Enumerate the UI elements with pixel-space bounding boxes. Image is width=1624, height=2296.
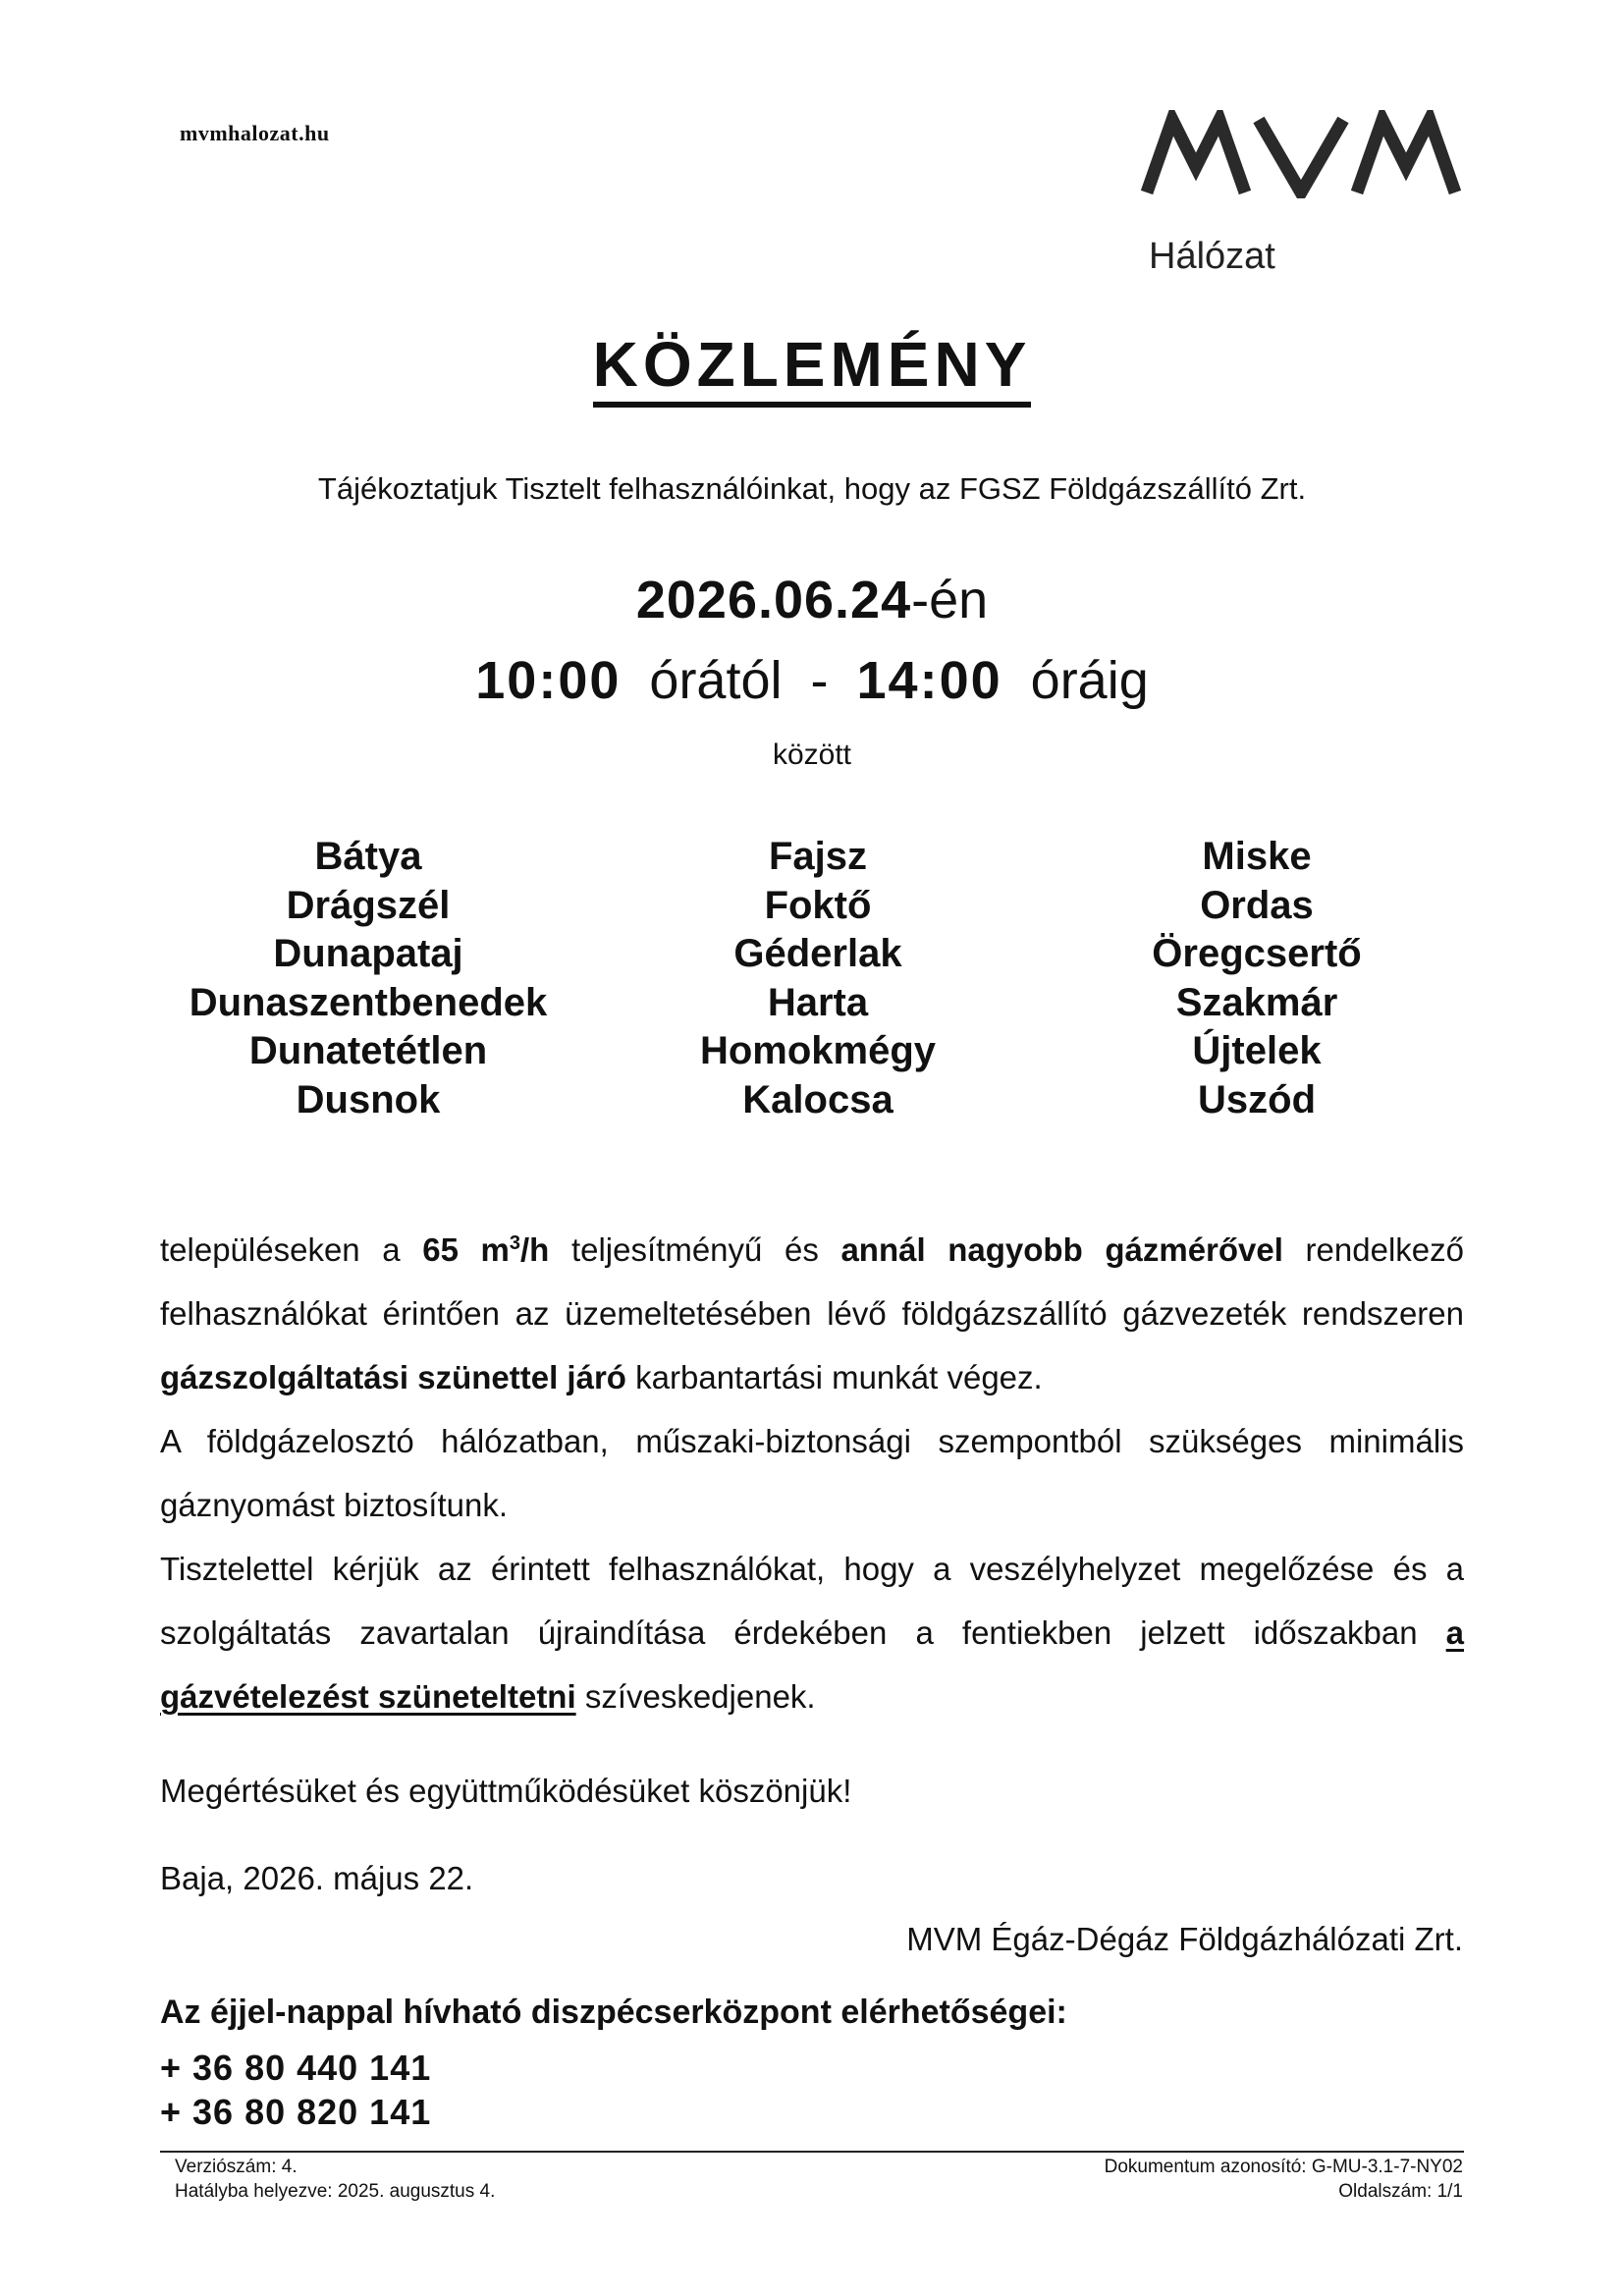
paragraph-request bbox=[160, 1537, 1464, 1728]
intro-text: Tájékoztatjuk Tisztelt felhasználóinkat, hogy az FGSZ Földgázszállító Zrt. bbox=[317, 471, 1307, 506]
phone-number: + 36 80 440 141 bbox=[160, 2048, 432, 2088]
phone-number: + 36 80 820 141 bbox=[160, 2092, 432, 2132]
date-value: 2026.06.24 bbox=[635, 571, 912, 629]
mvm-logo bbox=[1139, 110, 1463, 198]
company-signature: MVM Égáz-Dégáz Földgázhálózati Zrt. bbox=[906, 1921, 1463, 1957]
from-word: órától bbox=[649, 651, 783, 710]
mvm-logo-mark bbox=[1139, 110, 1463, 198]
website-address: mvmhalozat.hu bbox=[180, 121, 330, 145]
footer-right bbox=[1105, 2155, 1463, 2204]
time-dash: - bbox=[810, 651, 829, 710]
settlement: Géderlak bbox=[733, 932, 902, 975]
emphasis: gázszolgáltatási szünettel járó bbox=[160, 1359, 626, 1395]
place-date: Baja, 2026. május 22. bbox=[160, 1860, 474, 1896]
notice-body bbox=[160, 1212, 1464, 1728]
settlement: Drágszél bbox=[286, 883, 451, 927]
paragraph-pressure: A földgázelosztó hálózatban, műszaki-biztonsági szempontból szükséges minimális gáznyomást biztosítunk. bbox=[160, 1423, 1464, 1523]
to-word: óráig bbox=[1030, 651, 1149, 710]
thanks-text: Megértésüket és együttműködésüket köszönjük! bbox=[160, 1773, 852, 1809]
outage-time bbox=[0, 650, 1624, 711]
version-number: Verziószám: 4. bbox=[175, 2157, 298, 2177]
settlement: Foktő bbox=[764, 883, 872, 927]
settlement: Dusnok bbox=[296, 1077, 441, 1121]
logo-subtitle: Hálózat bbox=[1149, 236, 1275, 277]
emphasis-underlined: a gázvételezést szüneteltetni bbox=[160, 1614, 1465, 1715]
time-to: 14:00 bbox=[856, 651, 1002, 710]
settlement: Dunapataj bbox=[273, 932, 463, 975]
settlements-column-1 bbox=[123, 833, 614, 1124]
text-run: településeken a bbox=[160, 1231, 401, 1268]
settlement: Dunatetétlen bbox=[248, 1029, 488, 1072]
between-word: között bbox=[772, 738, 852, 771]
settlement: Öregcsertő bbox=[1152, 932, 1362, 975]
settlement: Újtelek bbox=[1192, 1029, 1322, 1072]
settlement: Kalocsa bbox=[742, 1077, 893, 1121]
title-text: KÖZLEMÉNY bbox=[593, 329, 1032, 408]
page-number: Oldalszám: 1/1 bbox=[1338, 2181, 1463, 2202]
text-run: /h bbox=[520, 1231, 550, 1268]
settlement: Homokmégy bbox=[699, 1029, 937, 1072]
settlement: Dunaszentbenedek bbox=[189, 980, 548, 1024]
time-from: 10:00 bbox=[475, 651, 622, 710]
settlement: Bátya bbox=[314, 835, 422, 878]
dispatch-heading: Az éjjel-nappal hívható diszpécserközpont elérhetőségei: bbox=[160, 1994, 1067, 2031]
settlement: Fajsz bbox=[768, 835, 868, 878]
text-run: rendelkező felhasználókat érintően az üzemeltetésében lévő földgázszállító gázvezeték rendszeren bbox=[160, 1231, 1464, 1332]
paragraph-maintenance bbox=[160, 1212, 1464, 1409]
settlement: Uszód bbox=[1198, 1077, 1316, 1121]
text-run: karbantartási munkát végez. bbox=[635, 1359, 1043, 1395]
document-id: Dokumentum azonosító: G-MU-3.1-7-NY02 bbox=[1104, 2157, 1463, 2177]
settlement: Miske bbox=[1202, 835, 1312, 878]
settlement: Szakmár bbox=[1175, 980, 1338, 1024]
text-run: 65 m bbox=[422, 1231, 510, 1268]
effective-date: Hatályba helyezve: 2025. augusztus 4. bbox=[175, 2181, 496, 2202]
settlement: Harta bbox=[767, 980, 869, 1024]
capacity-value bbox=[422, 1231, 549, 1268]
text-run: teljesítményű és bbox=[570, 1231, 819, 1268]
footer-divider bbox=[160, 2151, 1464, 2153]
date-suffix: -én bbox=[911, 571, 989, 629]
outage-date bbox=[0, 570, 1624, 630]
settlement: Ordas bbox=[1200, 883, 1314, 927]
page-title bbox=[0, 330, 1624, 399]
text-run: Tisztelettel kérjük az érintett felhasználókat, hogy a veszélyhelyzet megelőzése és a szolgáltatás zavartalan újraindítása érdekében a fentiekben jelzett időszakban bbox=[160, 1551, 1464, 1651]
footer-left bbox=[175, 2155, 495, 2204]
settlements-column-2 bbox=[572, 833, 1063, 1124]
superscript: 3 bbox=[509, 1232, 521, 1254]
emphasis: annál nagyobb gázmérővel bbox=[840, 1231, 1283, 1268]
settlements-column-3 bbox=[1011, 833, 1502, 1124]
text-run: szíveskedjenek. bbox=[584, 1678, 816, 1715]
